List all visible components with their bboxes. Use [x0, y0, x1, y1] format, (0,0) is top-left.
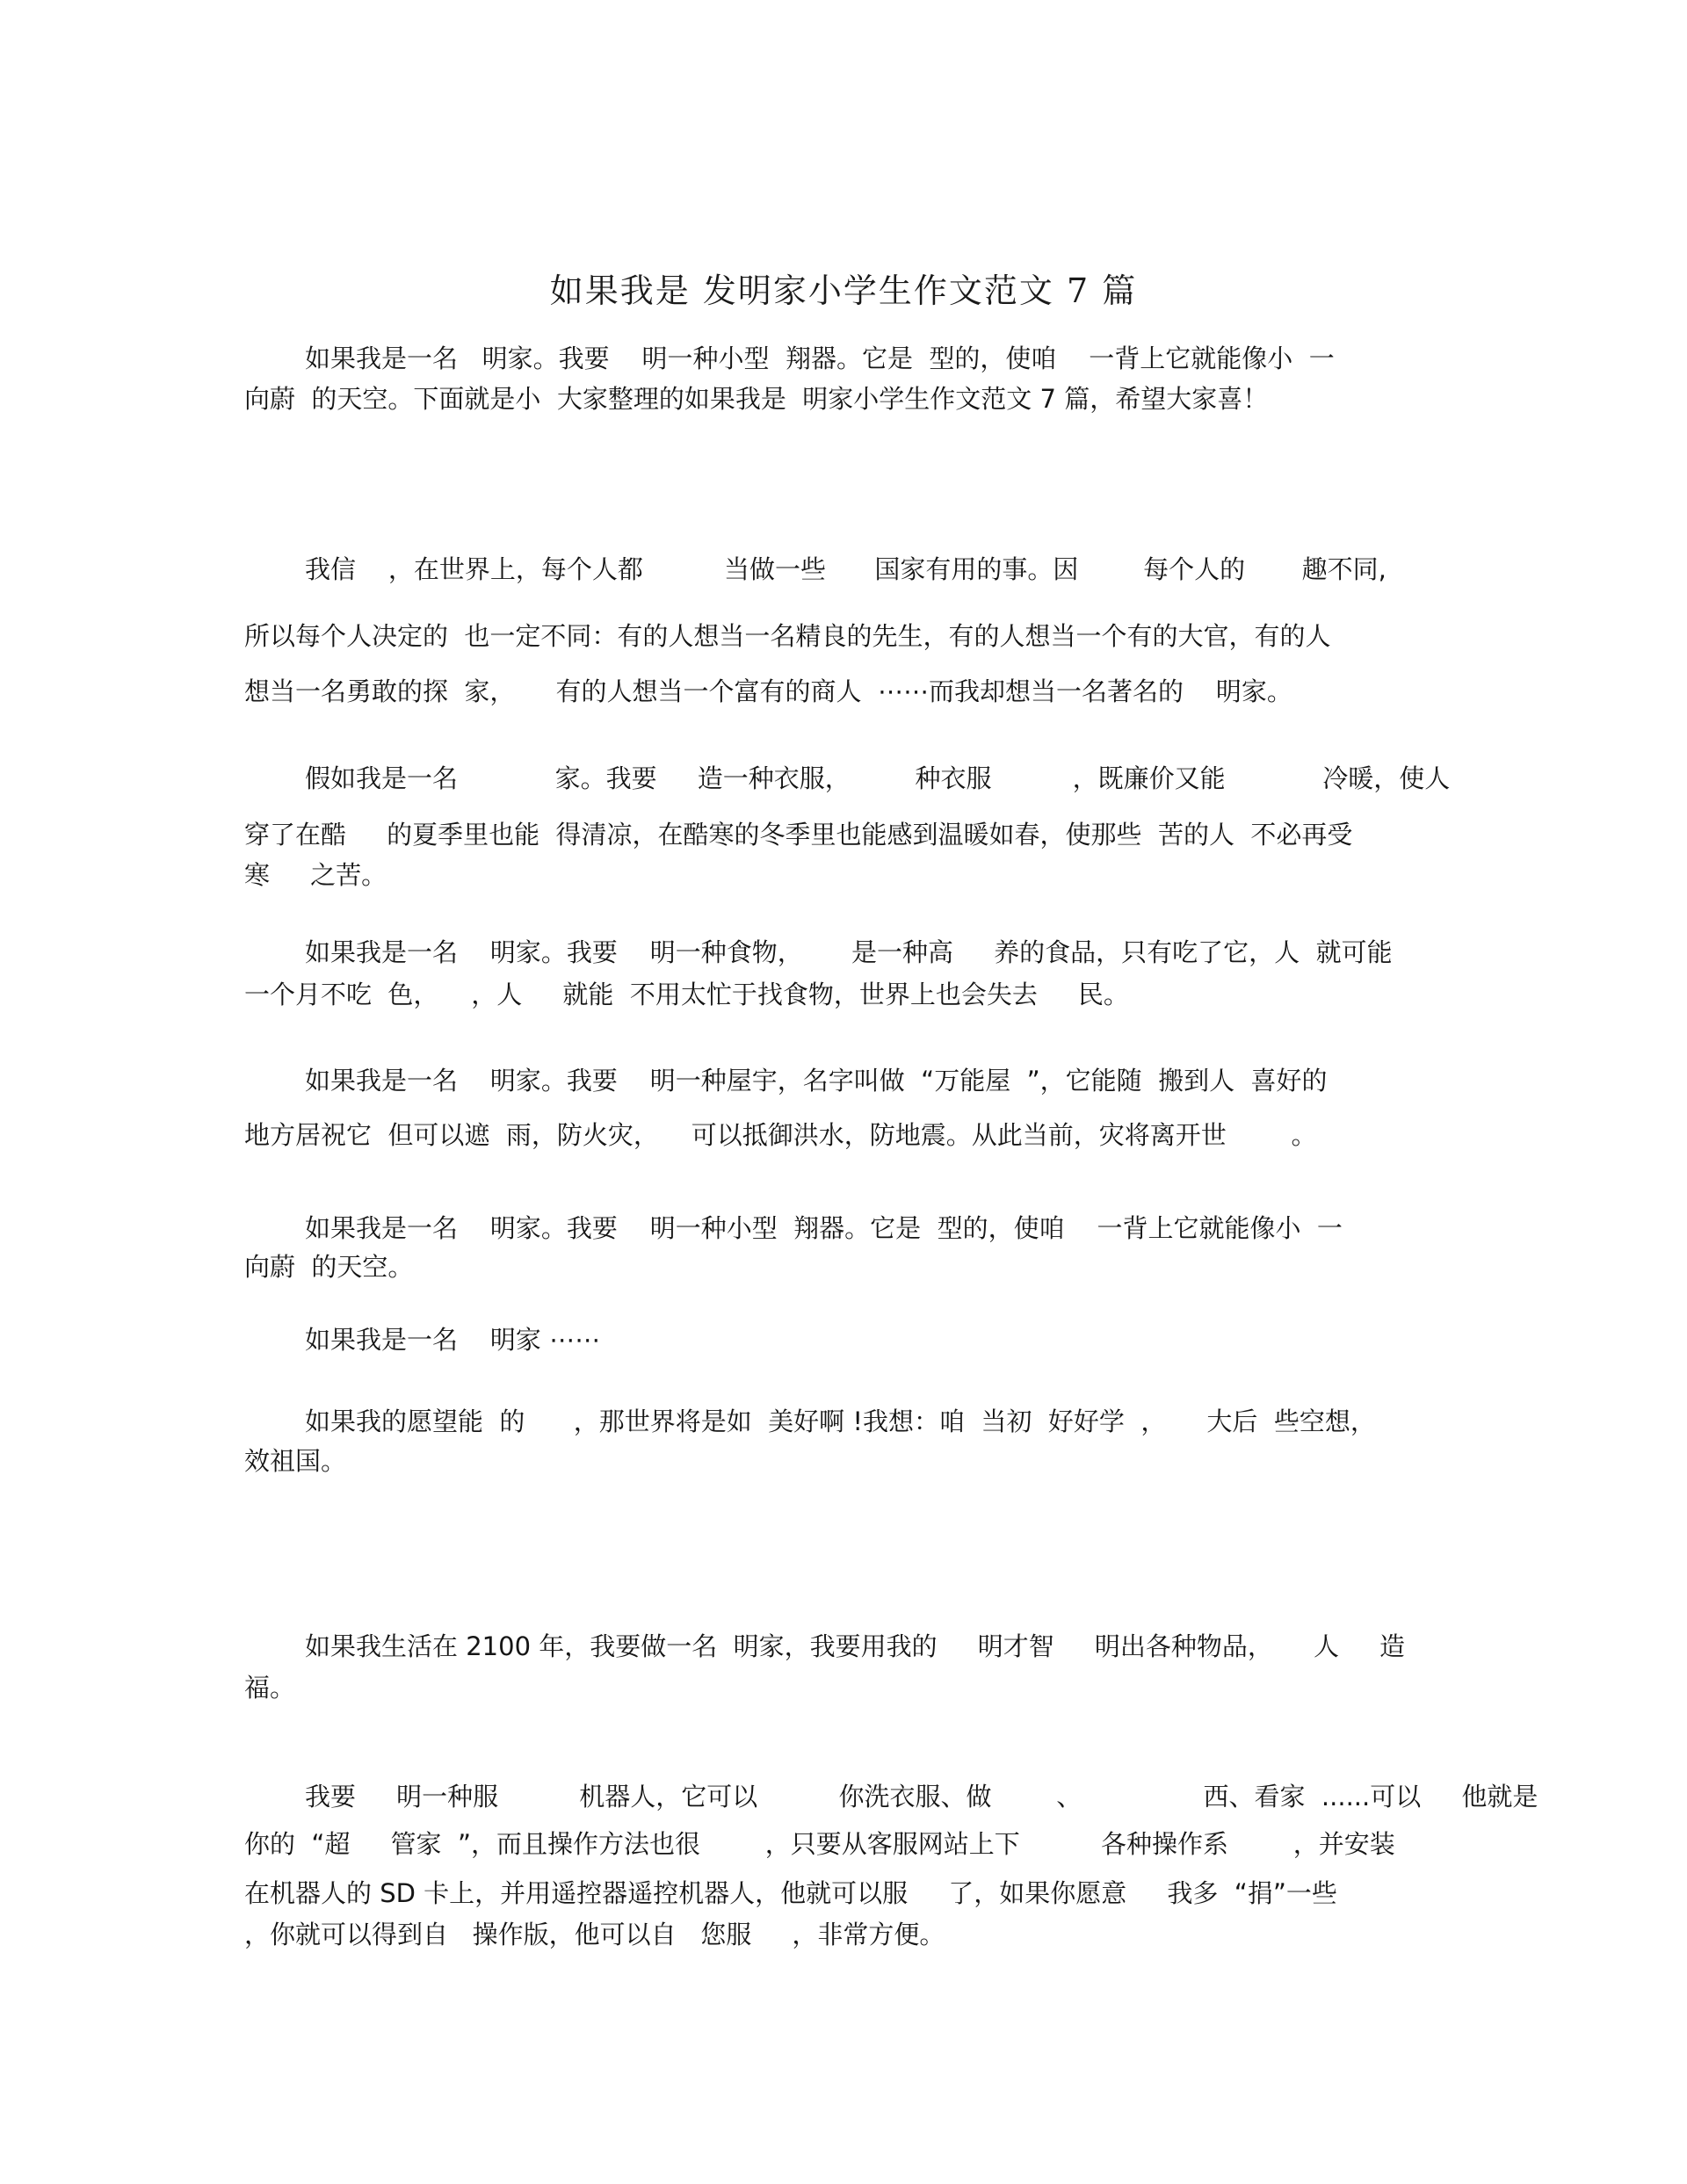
paragraph-line: 如果我生活在 2100 年，我要做一名 明家，我要用我的 明才智 明出各种物品， 人 造: [305, 1631, 1406, 1661]
paragraph-line: 向蔚 的天空。: [244, 1252, 414, 1282]
paragraph-line: 我要 明一种服 机器人，它可以 你洗衣服、做 、 西、看家 ......可以 他就是: [305, 1782, 1539, 1812]
paragraph-line: 地方居祝它 但可以遮 雨，防火灾， 可以抵御洪水，防地震。从此当前，灾将离开世 。: [244, 1120, 1317, 1150]
paragraph-line: 如果我是一名 明家。我要 明一种食物， 是一种高 养的食品，只有吃了它，人 就可能: [305, 937, 1393, 967]
paragraph-line: 如果我是一名 明家 ⋯⋯: [305, 1325, 601, 1355]
paragraph-line: 效祖国。: [244, 1446, 347, 1476]
paragraph-line: 在机器人的 SD 卡上，并用遥控器遥控机器人，他就可以服 了，如果你愿意 我多 “捐”一些: [244, 1878, 1337, 1908]
paragraph-line: 如果我是一名 明家。我要 明一种小型 翔器。它是 型的，使咱 一背上它就能像小 一: [305, 1213, 1343, 1243]
paragraph-line: 如果我的愿望能 的 ，那世界将是如 美好啊 !我想：咱 当初 好好学 ， 大后 些空想，: [305, 1407, 1376, 1436]
paragraph-line: 一个月不吃 色， ，人 就能 不用太忙于找食物，世界上也会失去 民。: [244, 980, 1129, 1009]
paragraph-line: 你的 “超 管家 ”，而且操作方法也很 ，只要从客服网站上下 各种操作系 ，并安装: [244, 1829, 1395, 1859]
document-title: 如果我是 发明家小学生作文范文 7 篇: [549, 271, 1138, 310]
paragraph-line: 福。: [244, 1673, 296, 1703]
paragraph-line: 如果我是一名 明家。我要 明一种小型 翔器。它是 型的，使咱 一背上它就能像小 一: [305, 344, 1335, 373]
paragraph-line: 想当一名勇敢的探 家， 有的人想当一个富有的商人 ⋯⋯而我却想当一名著名的 明家。: [244, 676, 1292, 706]
paragraph-line: ，你就可以得到自 操作版，他可以自 您服 ，非常方便。: [244, 1920, 945, 1949]
paragraph-line: 寒 之苦。: [244, 860, 387, 890]
paragraph-line: 所以每个人决定的 也一定不同：有的人想当一名精良的先生，有的人想当一个有的大官，有的人: [244, 621, 1331, 651]
paragraph-line: 假如我是一名 家。我要 造一种衣服， 种衣服 ，既廉价又能 冷暖，使人: [305, 763, 1451, 793]
paragraph-line: 我信 ，在世界上，每个人都 当做一些 国家有用的事。因 每个人的 趣不同,: [305, 554, 1387, 584]
paragraph-line: 如果我是一名 明家。我要 明一种屋宇，名字叫做 “万能屋 ”，它能随 搬到人 喜好的: [305, 1066, 1328, 1096]
paragraph-line: 向蔚 的天空。下面就是小 大家整理的如果我是 明家小学生作文范文 7 篇，希望大家喜！: [244, 384, 1269, 414]
paragraph-line: 穿了在酷 的夏季里也能 得清凉，在酷寒的冬季里也能感到温暖如春，使那些 苦的人 不必再受: [244, 820, 1353, 850]
